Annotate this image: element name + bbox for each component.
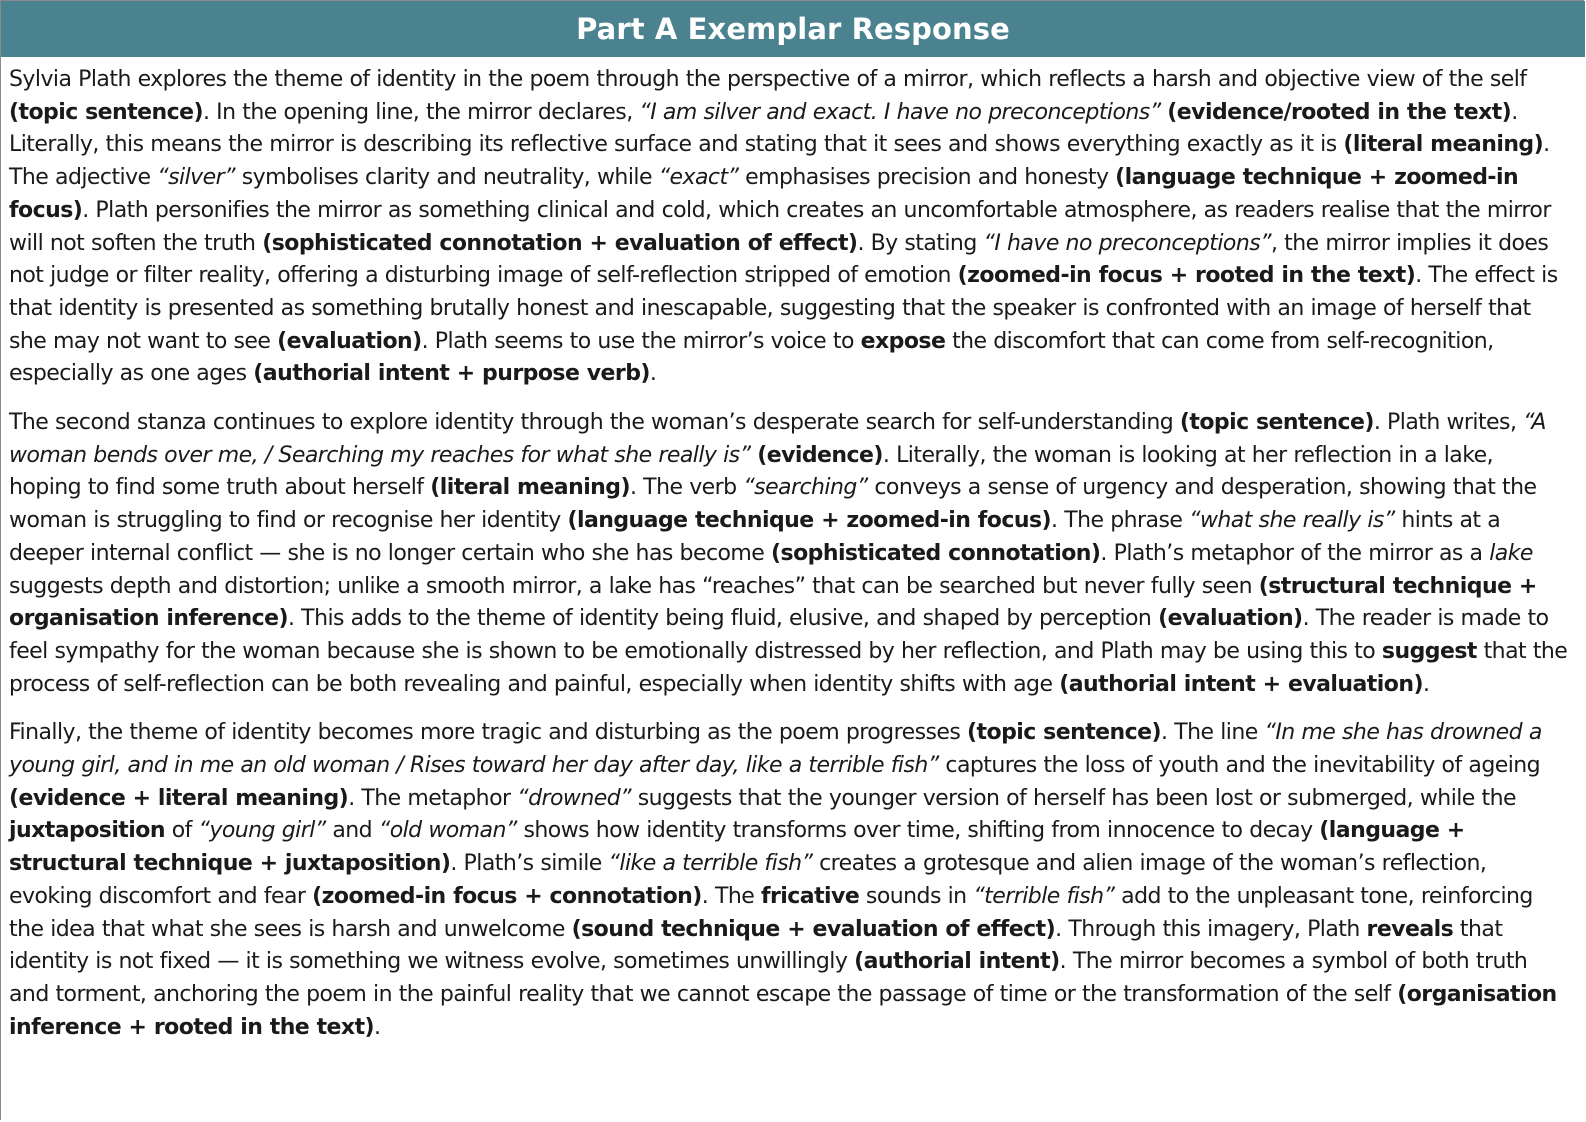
body-text: symbolises clarity and neutrality, while (234, 165, 659, 191)
annotation-label: (topic sentence) (1179, 410, 1374, 436)
body-text: . The (701, 883, 761, 909)
annotation-label: (evaluation) (277, 328, 422, 354)
body-text: . (649, 361, 657, 387)
annotation-label: (topic sentence) (967, 720, 1162, 746)
body-text: . Plath seems to use the mirror’s voice to (421, 328, 861, 354)
body-text: The second stanza continues to explore identity through the woman’s desperate search for self-understanding (9, 410, 1180, 436)
body-text: sounds in (859, 883, 974, 909)
paragraph-1 (9, 64, 1569, 391)
body-text: suggests depth and distortion; unlike a smooth mirror, a lake has “reaches” that can be searched but never fully seen (9, 573, 1259, 599)
body-text: add to the unpleasant tone, reinforcing the idea that what she sees is harsh and unwelcome (9, 883, 1533, 942)
page-title: Part A Exemplar Response (576, 12, 1010, 46)
quoted-text: “silver” (157, 165, 235, 191)
annotation-label: reveals (1366, 916, 1454, 942)
body-text: . The adjective (9, 132, 1550, 191)
body-text: . Plath’s metaphor of the mirror as a (1100, 540, 1490, 566)
quoted-text: “drowned” (517, 785, 631, 811)
annotation-label: (authorial intent) (854, 949, 1060, 975)
quoted-text: “old woman” (378, 818, 517, 844)
body-text: that identity is not fixed — it is something we witness evolve, sometimes unwillingly (9, 916, 1503, 975)
body-text: and (325, 818, 379, 844)
body-text: emphasises precision and honesty (738, 165, 1116, 191)
body-text: conveys a sense of urgency and desperation, showing that the woman is struggling to find or recognise her identity (9, 475, 1537, 534)
body-text: shows how identity transforms over time, shifting from innocence to decay (516, 818, 1320, 844)
body-text: that the process of self-reflection can be both revealing and painful, especially when identity shifts with age (9, 638, 1568, 697)
quoted-text: “exact” (658, 165, 739, 191)
quoted-text: “terrible fish” (973, 883, 1115, 909)
annotation-label: (sophisticated connotation + evaluation of effect) (262, 230, 858, 256)
quoted-text: “I have no preconceptions” (983, 230, 1271, 256)
body-text: . Literally, the woman is looking at her reflection in a lake, hoping to find some truth about herself (9, 442, 1494, 501)
body-text: . The line (1161, 720, 1265, 746)
quoted-text: “I am silver and exact. I have no preconceptions” (639, 99, 1161, 125)
body-text: Finally, the theme of identity becomes more tragic and disturbing as the poem progresses (9, 720, 968, 746)
annotation-label: (language technique + zoomed-in focus) (567, 508, 1052, 534)
annotation-label: (authorial intent + purpose verb) (253, 361, 650, 387)
body-text: hints at a deeper internal conflict — she is no longer certain who she has become (9, 508, 1501, 566)
annotation-label: fricative (760, 883, 860, 909)
paragraph-2 (9, 407, 1569, 701)
body-text: . Plath personifies the mirror as something clinical and cold, which creates an uncomfortable atmosphere, as readers realise that the mirror will not soften the truth (9, 197, 1551, 256)
body-text: of (164, 818, 199, 844)
body-text: . The metaphor (348, 785, 518, 811)
quoted-text: “In me she has drowned a young girl, and in me an old woman / Rises toward her day after day, like a terrible fish” (9, 720, 1542, 779)
annotation-label: juxtaposition (9, 818, 165, 844)
annotation-label: (literal meaning) (430, 475, 630, 501)
annotation-label: (language technique + zoomed-in focus) (9, 165, 1519, 223)
annotation-label: (evidence) (757, 442, 883, 468)
annotation-label: (topic sentence) (9, 99, 203, 125)
body-text: suggests that the younger version of herself has been lost or submerged, while the (630, 785, 1516, 811)
annotation-label: (zoomed-in focus + rooted in the text) (957, 263, 1416, 289)
body-text: . In the opening line, the mirror declares, (202, 99, 640, 125)
body-text: creates a grotesque and alien image of the woman’s reflection, evoking discomfort and fear (9, 851, 1487, 909)
body-text: . (1422, 671, 1430, 697)
annotation-label: (evidence/rooted in the text) (1167, 99, 1512, 125)
body-text: . The effect is that identity is presented as something brutally honest and inescapable, suggesting that the speaker is confronted with an image of herself that she may not want to see (9, 263, 1558, 354)
annotation-label: (language + structural technique + juxtaposition) (9, 818, 1465, 877)
body-text: the discomfort that can come from self-recognition, especially as one ages (9, 328, 1494, 387)
annotation-label: (evidence + literal meaning) (9, 785, 349, 811)
quoted-text: “searching” (743, 475, 868, 501)
body-text: . The mirror becomes a symbol of both truth and torment, anchoring the poem in the painful reality that we cannot escape the passage of time or the transformation of the self (9, 949, 1528, 1007)
response-body (9, 64, 1569, 1060)
annotation-label: (literal meaning) (1343, 132, 1544, 158)
body-text: . Literally, this means the mirror is describing its reflective surface and stating that it sees and shows everything exactly as it is (9, 99, 1518, 158)
body-text: . The phrase (1051, 508, 1190, 534)
body-text: . By stating (857, 230, 984, 256)
annotation-label: (evaluation) (1158, 606, 1303, 632)
body-text: . The verb (630, 475, 744, 501)
body-text: . Plath’s simile (450, 851, 609, 877)
body-text: . The reader is made to feel sympathy for the woman because she is shown to be emotionally distressed by her reflection, and Plath may be using this to (9, 606, 1549, 664)
body-text: captures the loss of youth and the inevitability of ageing (938, 753, 1541, 779)
body-text: . (374, 1014, 381, 1040)
annotation-label: (sound technique + evaluation of effect) (571, 916, 1056, 942)
quoted-text: “A woman bends over me, / Searching my reaches for what she really is” (9, 410, 1546, 468)
annotation-label: (organisation inference + rooted in the text) (9, 981, 1557, 1040)
body-text: , the mirror implies it does not judge or filter reality, offering a disturbing image of self-reflection stripped of emotion (9, 230, 1549, 289)
annotation-label: expose (860, 328, 946, 354)
paragraph-3 (9, 717, 1569, 1044)
annotation-label: (structural technique + organisation inference) (9, 573, 1537, 632)
body-text: Sylvia Plath explores the theme of identity in the poem through the perspective of a mirror, which reflects a harsh and objective view of the self (9, 67, 1527, 92)
body-text: . This adds to the theme of identity being fluid, elusive, and shaped by perception (288, 606, 1159, 632)
quoted-text: “like a terrible fish” (608, 851, 813, 877)
annotation-label: (authorial intent + evaluation) (1059, 671, 1423, 697)
quoted-text: “what she really is” (1189, 508, 1395, 534)
quoted-text: lake (1489, 540, 1533, 566)
body-text: . Through this imagery, Plath (1055, 916, 1367, 942)
annotation-label: (zoomed-in focus + connotation) (312, 883, 702, 909)
annotation-label: suggest (1381, 638, 1477, 664)
body-text: . Plath writes, (1373, 410, 1524, 436)
title-banner (1, 1, 1585, 57)
annotation-label: (sophisticated connotation) (771, 540, 1101, 566)
quoted-text: “young girl” (198, 818, 326, 844)
